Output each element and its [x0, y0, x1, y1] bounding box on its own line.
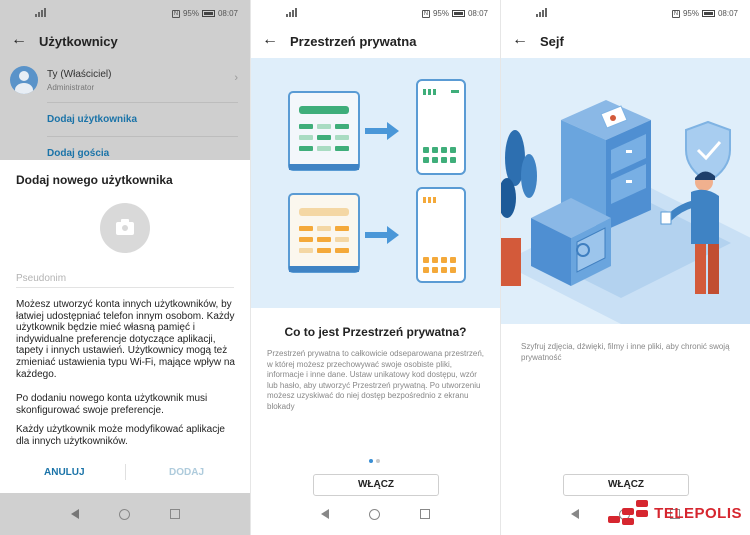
nfc-icon: N	[673, 10, 679, 17]
description-text: Szyfruj zdjęcia, dźwięki, filmy i inne pliki, aby chronić swoją prywatność	[521, 342, 730, 362]
page-title: Przestrzeń prywatna	[290, 34, 417, 49]
status-bar	[0, 0, 250, 28]
button-separator	[125, 464, 126, 480]
nfc-icon: N	[423, 10, 429, 17]
brand-name: TELEPOLIS	[654, 504, 742, 522]
owner-row[interactable]	[10, 64, 242, 98]
nav-back-icon[interactable]	[321, 509, 329, 519]
input-underline	[16, 287, 234, 288]
camera-icon[interactable]	[100, 203, 150, 253]
navigation-bar	[0, 493, 250, 535]
clock: 08:07	[717, 9, 738, 18]
divider	[47, 102, 238, 103]
telepolis-logo-icon	[608, 500, 648, 526]
safe-screen	[500, 0, 750, 535]
page-title: Użytkownicy	[39, 34, 118, 49]
nav-recent-icon[interactable]	[420, 509, 430, 519]
dialog-title: Dodaj nowego użytkownika	[16, 173, 173, 187]
dialog-buttons	[0, 460, 250, 486]
app-bar	[501, 28, 750, 54]
nav-back-icon[interactable]	[71, 509, 79, 519]
private-space-screen	[250, 0, 500, 535]
nickname-input[interactable]: Pseudonim	[16, 273, 67, 284]
telepolis-watermark	[608, 500, 742, 526]
battery-percent: 95%	[682, 9, 699, 18]
signal-icon	[35, 8, 47, 17]
signal-icon	[286, 8, 298, 17]
safe-illustration	[501, 58, 750, 324]
status-bar	[251, 0, 500, 28]
page-title: Sejf	[540, 34, 564, 49]
avatar	[10, 66, 38, 94]
add-guest-link[interactable]: Dodaj gościa	[47, 148, 110, 159]
dialog-paragraph: Możesz utworzyć konta innych użytkowników, by łatwiej udostępniać telefon innym osobom. Każdy użytkownik będzie mieć własną pamięć i indywidualne preferencje dotyczące aplikacji, tapety i innych ustawień. Użytkownicy mogą też zmieniać ustawienia typu Wi-Fi, mające wpływ na każdego.	[16, 299, 235, 380]
page-dot-active	[369, 459, 373, 463]
dialog-paragraph: Każdy użytkownik może modyfikować aplikacje dla innych użytkowników.	[16, 424, 225, 447]
battery-icon	[702, 10, 715, 17]
section-heading: Co to jest Przestrzeń prywatna?	[284, 325, 467, 339]
nav-recent-icon[interactable]	[170, 509, 180, 519]
battery-percent: 95%	[432, 9, 449, 18]
battery-icon	[452, 10, 465, 17]
status-bar	[501, 0, 750, 28]
navigation-bar	[251, 493, 500, 535]
app-bar	[0, 28, 250, 54]
back-arrow-icon[interactable]: ←	[512, 31, 528, 48]
page-indicator	[369, 459, 380, 463]
clock: 08:07	[217, 9, 238, 18]
battery-percent: 95%	[182, 9, 199, 18]
nav-home-icon[interactable]	[119, 509, 130, 520]
back-arrow-icon[interactable]: ←	[11, 31, 27, 48]
add-button[interactable]: DODAJ	[169, 467, 205, 478]
users-screen	[0, 0, 250, 535]
battery-icon	[202, 10, 215, 17]
nav-home-icon[interactable]	[369, 509, 380, 520]
add-user-link[interactable]: Dodaj użytkownika	[47, 114, 138, 125]
dialog-paragraph: Po dodaniu nowego konta użytkownik musi skonfigurować swoje preferencje.	[16, 393, 208, 416]
app-bar	[251, 28, 500, 54]
back-arrow-icon[interactable]: ←	[262, 31, 278, 48]
owner-name: Ty (Właściciel)	[47, 69, 112, 80]
nav-back-icon[interactable]	[571, 509, 579, 519]
cancel-button[interactable]: ANULUJ	[44, 467, 85, 478]
add-user-dialog	[0, 160, 250, 493]
enable-button[interactable]: WŁĄCZ	[313, 474, 439, 496]
nfc-icon: N	[173, 10, 179, 17]
private-space-illustration	[251, 58, 500, 308]
page-dot	[376, 459, 380, 463]
clock: 08:07	[467, 9, 488, 18]
description-text: Przestrzeń prywatna to całkowicie odseparowana przestrzeń, w której możesz przechowywać swoje osobiste pliki, informacje i inne dane. Ustaw unikatowy kod dostępu, wzór lub hasło, aby utworzyć Przestrzeń prywatną. Po utworzeniu możesz uzyskiwać do niej dostęp bezpośrednio z ekranu blokady	[267, 349, 484, 411]
owner-role: Administrator	[47, 83, 95, 92]
signal-icon	[536, 8, 548, 17]
enable-button[interactable]: WŁĄCZ	[563, 474, 689, 496]
divider	[47, 136, 238, 137]
chevron-right-icon: ›	[234, 72, 238, 84]
